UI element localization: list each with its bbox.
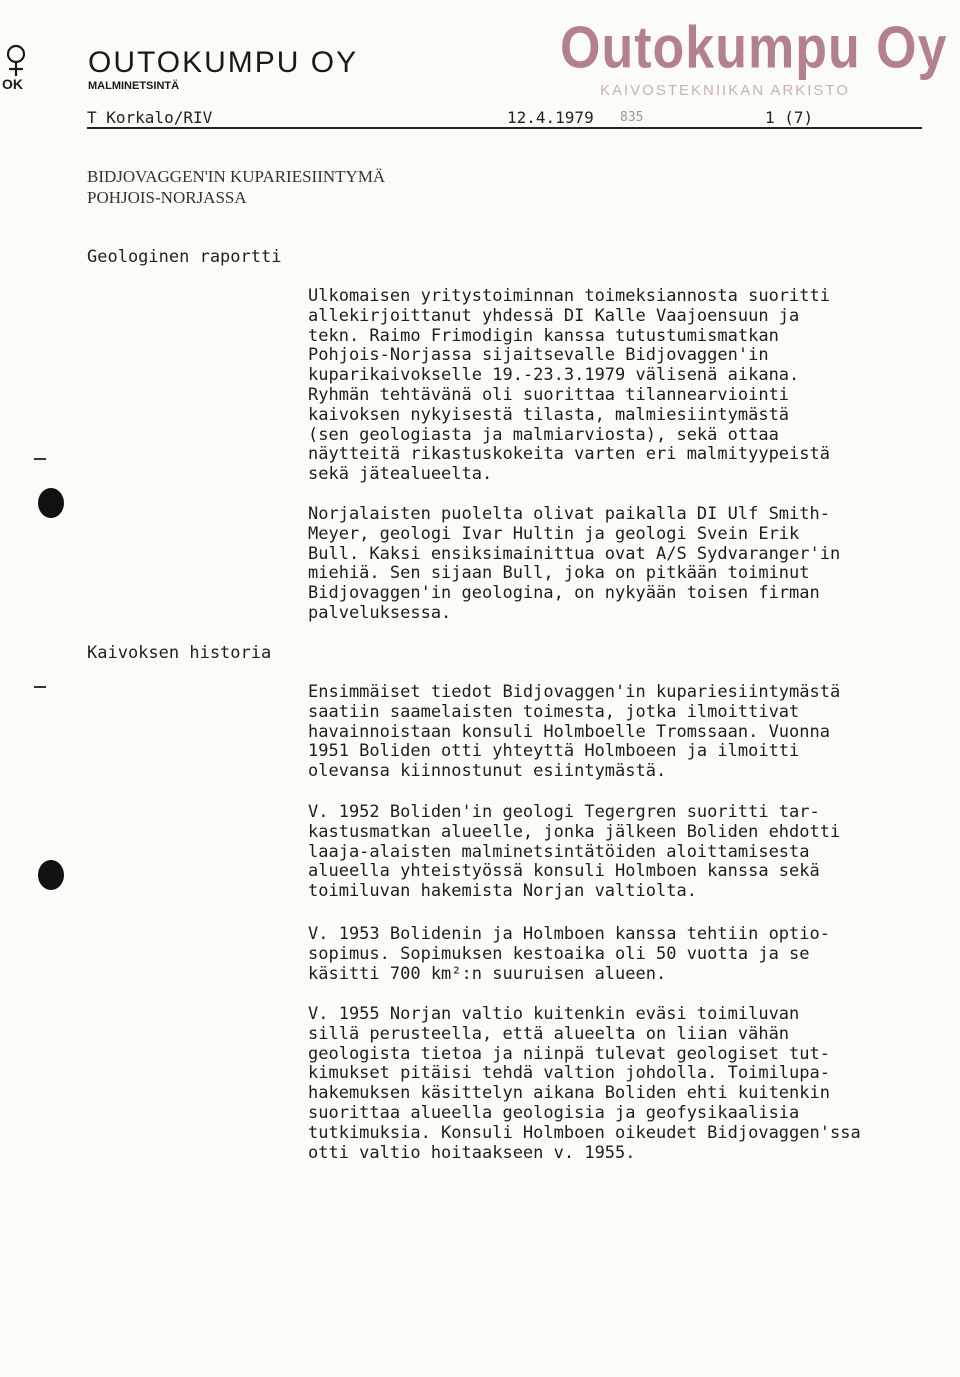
paragraph-1: Ulkomaisen yritystoiminnan toimeksiannosta suoritti allekirjoittanut yhdessä DI Kalle Vaajoensuun ja tekn. Raimo Frimodigin kanssa tutustumismatkan Pohjois-Norjassa sijaitsevalle Bidjovaggen'in kuparikaivokselle 19.-23.3.1979 välisenä aikana. Ryhmän tehtävänä oli suorittaa tilannearviointi kaivoksen nykyisestä tilasta, malmiesiintymästä (sen geologiasta ja malmiarviosta), sekä ottaa näytteitä rikastuskokeita varten eri malmityypeistä sekä jätealueelta. [308, 286, 830, 485]
paragraph-5: V. 1953 Bolidenin ja Holmboen kanssa tehtiin optio- sopimus. Sopimuksen kestoaika oli 50 vuotta ja se käsitti 700 km²:n suuruisen alueen. [308, 924, 830, 984]
header-rule [87, 127, 922, 129]
page-number: 1 (7) [765, 108, 814, 127]
title-line-1: BIDJOVAGGEN'IN KUPARIESIINTYMÄ [87, 167, 386, 186]
company-name: OUTOKUMPU OY [88, 46, 359, 79]
section-heading-geology: Geologinen raportti [87, 247, 282, 267]
section-heading-history: Kaivoksen historia [87, 643, 272, 663]
logo-mark-text: OK [2, 76, 23, 92]
punch-hole-top [38, 488, 64, 518]
margin-dash-top [34, 458, 46, 460]
division-name: MALMINETSINTÄ [88, 80, 180, 92]
margin-dash-bottom [34, 686, 46, 688]
archive-stamp: Outokumpu Oy [560, 14, 948, 82]
paragraph-3: Ensimmäiset tiedot Bidjovaggen'in kupariesiintymästä saatiin saamelaisten toimesta, jotka ilmoittivat havainnoistaan konsuli Holmboelle Tromssaan. Vuonna 1951 Boliden otti yhteyttä Holmboeen ja ilmoitti olevansa kiinnostunut esiintymästä. [308, 682, 841, 782]
title-line-2: POHJOIS-NORJASSA [87, 188, 247, 207]
punch-hole-bottom [38, 860, 64, 890]
file-number: 835 [620, 110, 644, 125]
document-title [87, 166, 385, 208]
paragraph-6: V. 1955 Norjan valtio kuitenkin eväsi toimiluvan sillä perusteella, että alueelta on liian vähän geologista tietoa ja niinpä tulevat geologiset tut- kimukset pitäisi tehdä valtion johdolla. Toimilupa- hakemuksen käsittelyn aikana Boliden ehti kuitenkin suorittaa alueella geologisia ja geofysikaalisia tutkimuksia. Konsuli Holmboen oikeudet Bidjovaggen'ssa otti valtio hoitaakseen v. 1955. [308, 1004, 861, 1163]
author-reference: T Korkalo/RIV [87, 108, 213, 127]
paragraph-2: Norjalaisten puolelta olivat paikalla DI Ulf Smith- Meyer, geologi Ivar Hultin ja geologi Svein Erik Bull. Kaksi ensiksimainittua ovat A/S Sydvaranger'in miehiä. Sen sijaan Bull, joka on pitkään toiminut Bidjovaggen'in geologina, on nykyään toisen firman palveluksessa. [308, 504, 841, 623]
document-date: 12.4.1979 [507, 108, 594, 127]
paragraph-4: V. 1952 Boliden'in geologi Tegergren suoritti tar- kastusmatkan alueelle, jonka jälkeen Boliden ehdotti laaja-alaisten malminetsintätöiden aloittamisesta alueella yhteistyössä konsuli Holmboen kanssa sekä toimiluvan hakemista Norjan valtiolta. [308, 802, 841, 902]
archive-stamp-subtext: KAIVOSTEKNIIKAN ARKISTO [600, 82, 850, 99]
